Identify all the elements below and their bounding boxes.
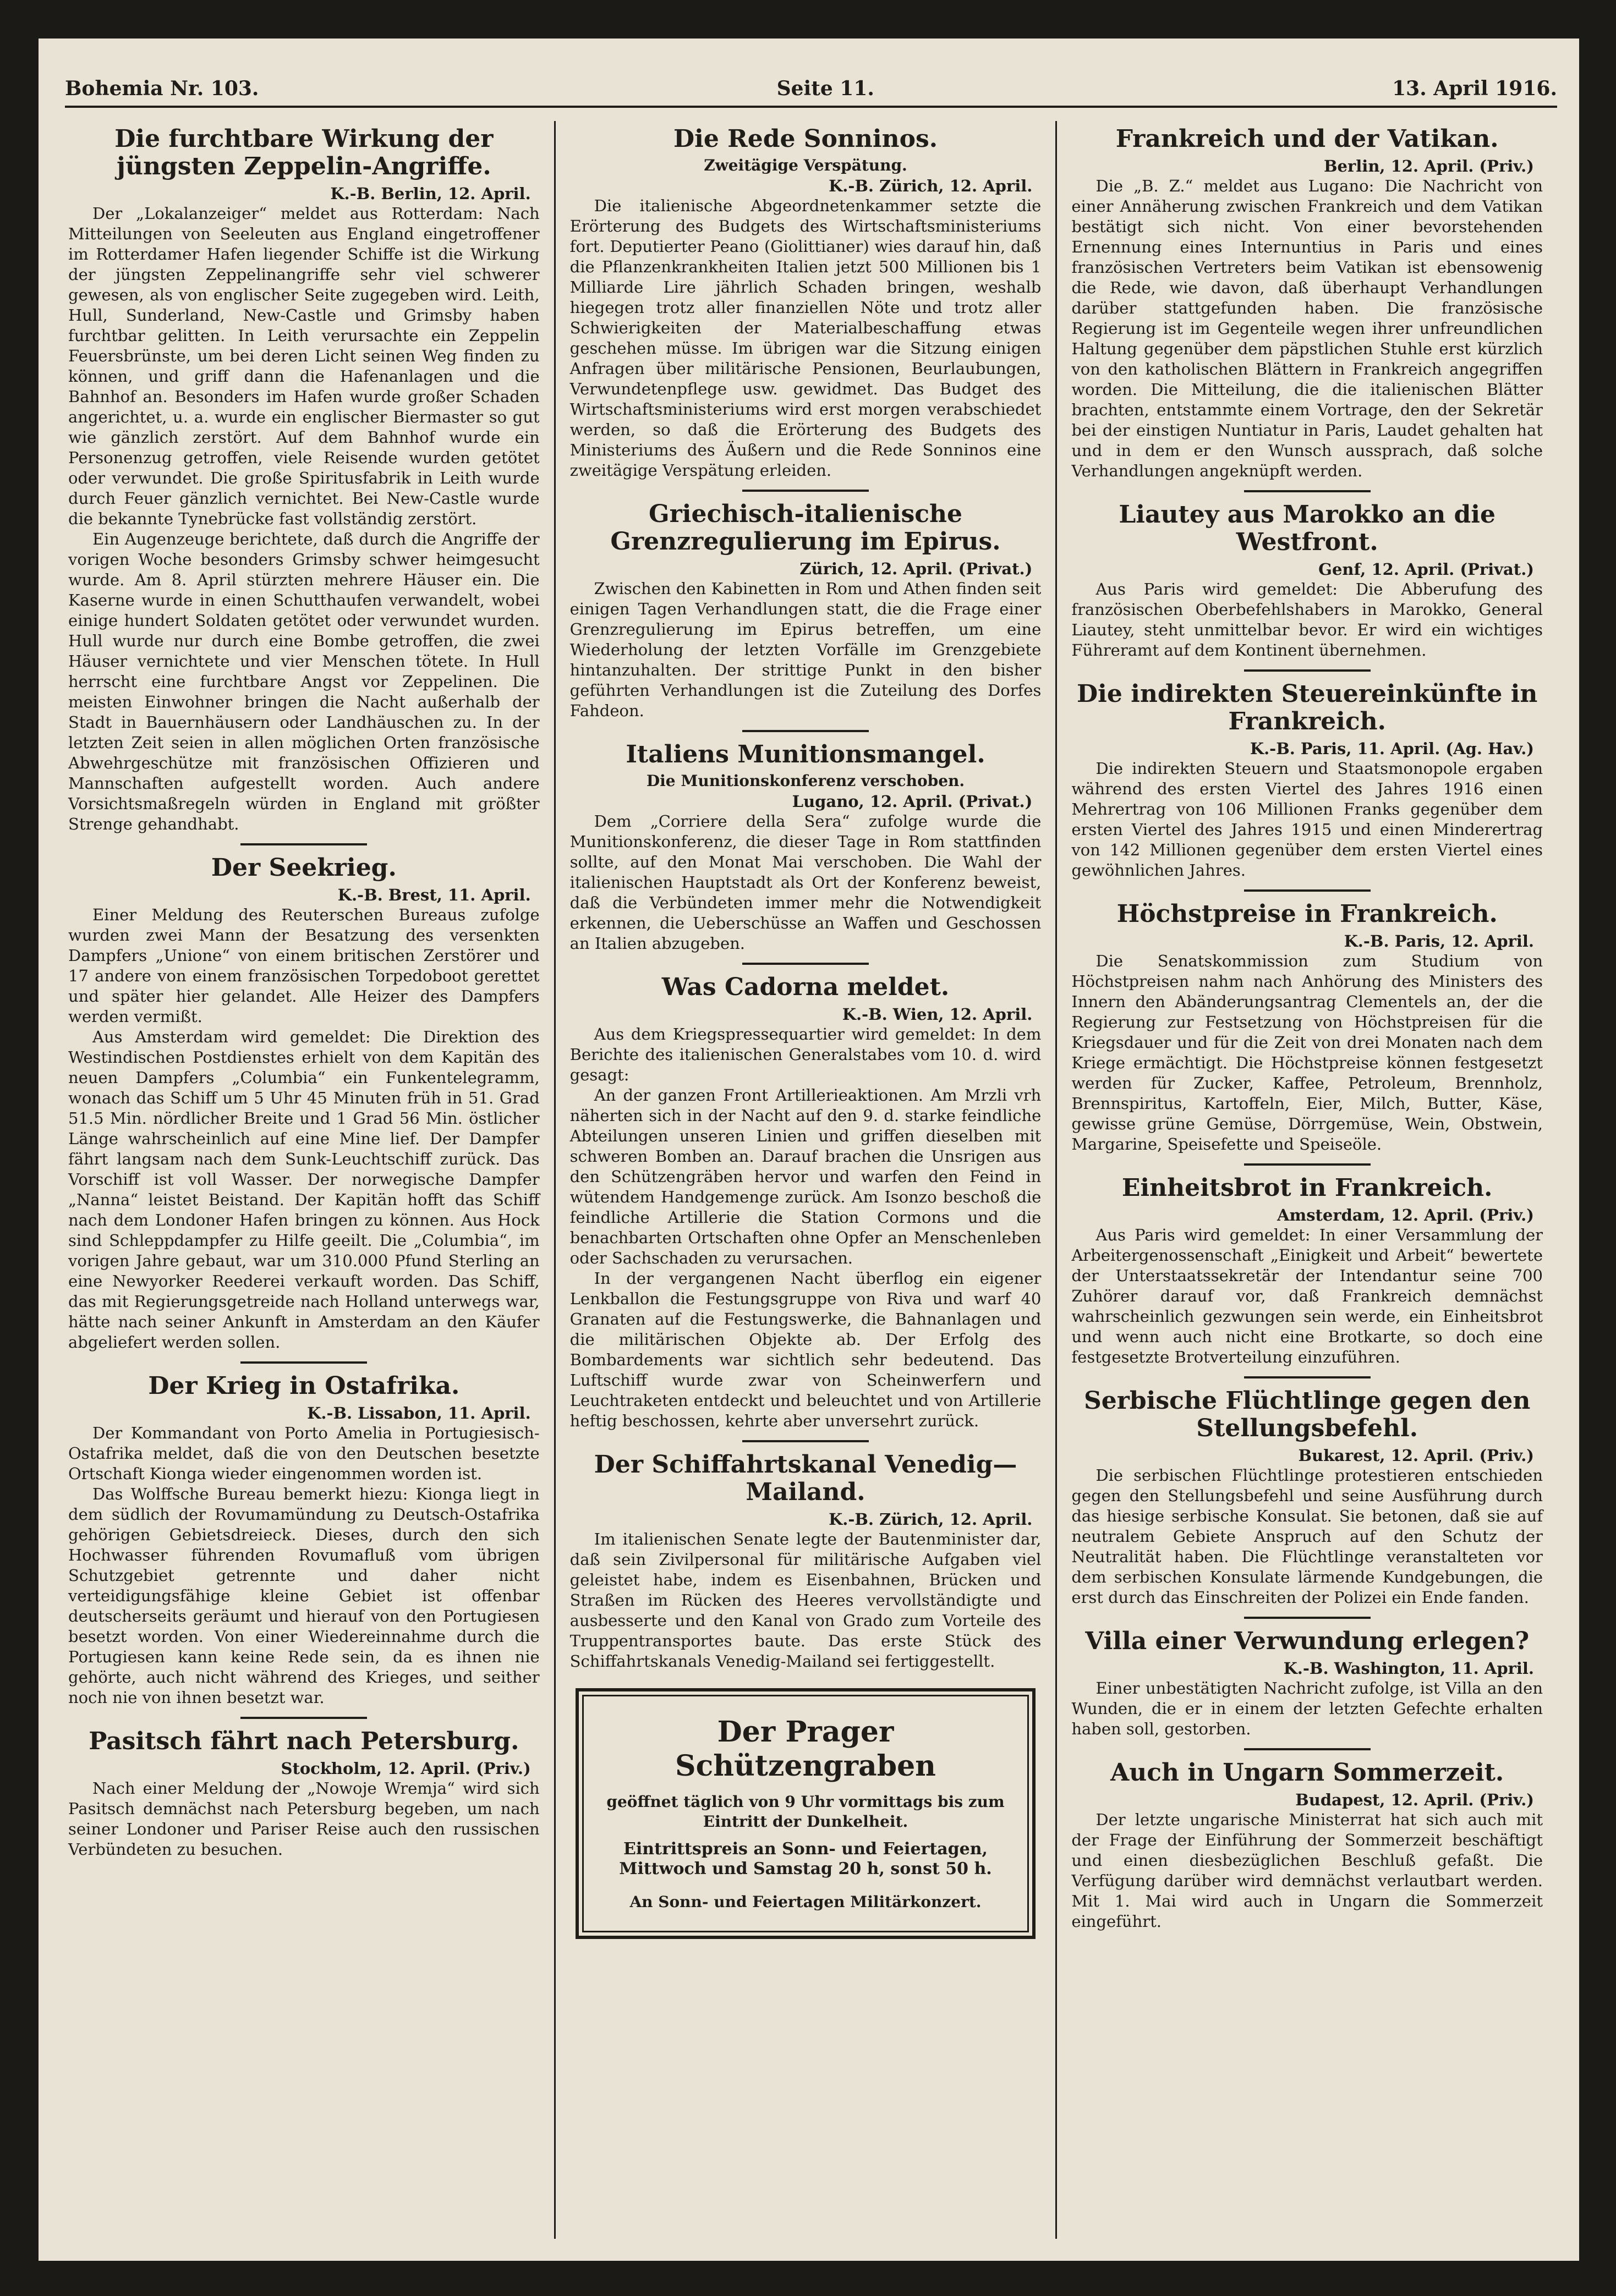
article xyxy=(1071,1759,1543,1932)
article-dateline: Zürich, 12. April. (Privat.) xyxy=(799,559,1033,578)
columns-container xyxy=(65,121,1557,2239)
column-rule xyxy=(1244,490,1371,492)
article-paragraph: Die serbischen Flüchtlinge protestieren entschieden gegen den Stellungsbefehl und seine Ausführung durch das hiesige serbische Konsulat. Sie betonen, daß sie auf neutralem Gebiete Anspruch auf den Schutz der Neutralität haben. Die Flüchtlinge veranstalteten vor dem serbischen Konsulate lärmende Kundgebungen, die erst durch das Einschreiten der Polizei ein Ende fanden. xyxy=(1071,1466,1543,1607)
article-dateline: Amsterdam, 12. April. (Priv.) xyxy=(1277,1206,1535,1224)
article xyxy=(570,1451,1042,1672)
article-headline: Die Rede Sonninos. xyxy=(673,125,938,153)
article xyxy=(570,741,1042,954)
column-rule xyxy=(742,730,869,732)
article-headline: Frankreich und der Vatikan. xyxy=(1115,125,1499,153)
article-paragraph: Der Kommandant von Porto Amelia in Portugiesisch-Ostafrika meldet, daß die von den Deutschen besetzte Ortschaft Kionga wieder eingenommen worden ist. xyxy=(68,1424,540,1483)
article xyxy=(570,501,1042,721)
article-paragraph: Im italienischen Senate legte der Bautenminister dar, daß sein Zivilpersonal für militärische Aufgaben viel geleistet habe, indem es Eisenbahnen, Brücken und Straßen im Rücken des Heeres vervollständigte und ausbesserte und den Kanal von Grado zum Vorteile des Truppentransportes baute. Das erste Stück des Schiffahrtskanals Venedig-Mailand sei fertiggestellt. xyxy=(569,1530,1042,1671)
article-paragraph: Einer Meldung des Reuterschen Bureaus zufolge wurden zwei Mann der Besatzung des versenkten Dampfers „Unione“ von einem britischen Zerstörer und 17 andere von einem französischen Torpedoboot gerettet und später hier gelandet. Alle Heizer des Dampfers werden vermißt. xyxy=(68,905,540,1026)
article-dateline: K.-B. Berlin, 12. April. xyxy=(330,184,531,203)
advertisement-box xyxy=(576,1688,1036,1939)
article-headline: Liautey aus Marokko an die Westfront. xyxy=(1119,501,1496,556)
article xyxy=(1071,1174,1543,1367)
article-paragraph: Aus dem Kriegspressequartier wird gemeldet: In dem Berichte des italienischen Generalstabes vom 10. d. wird gesagt: xyxy=(569,1025,1042,1084)
issue-number: Bohemia Nr. 103. xyxy=(65,77,259,100)
article xyxy=(570,974,1042,1431)
issue-date: 13. April 1916. xyxy=(1392,77,1557,100)
article-dateline: K.-B. Zürich, 12. April. xyxy=(829,1510,1033,1529)
article xyxy=(68,1728,540,1860)
article-paragraph: Zwischen den Kabinetten in Rom und Athen finden seit einigen Tagen Verhandlungen statt, die die Frage einer Grenzregulierung im Epirus betreffen, um eine Wiederholung der letzten Vorfälle im Grenzgebiete hintanzuhalten. Der strittige Punkt in den bisher geführten Verhandlungen ist die Zuteilung des Dorfes Fahdeon. xyxy=(569,579,1042,720)
article-paragraph: Dem „Corriere della Sera“ zufolge wurde die Munitionskonferenz, die dieser Tage in Rom stattfinden sollte, auf den Monat Mai verschoben. Die Wahl der italienischen Hauptstadt als Ort der Konferenz beweist, daß die Verbündeten immer mehr die Notwendigkeit erkennen, die Ueberschüsse an Waffen und Geschossen an Italien abzugeben. xyxy=(569,812,1042,953)
column-right xyxy=(1055,121,1557,2239)
article-dateline: K.-B. Washington, 11. April. xyxy=(1283,1659,1535,1678)
article-paragraph: Die italienische Abgeordnetenkammer setzte die Erörterung des Budgets des Wirtschaftsministeriums fort. Deputierter Peano (Giolittianer) wies darauf hin, daß die Pflanzenkrankheiten Italien jetzt 500 Millionen bis 1 Milliarde Lire jährlich Schaden bringen, weshalb hiegegen trotz aller finanziellen Nöte und trotz aller Schwierigkeiten der Materialbeschaffung etwas geschehen müsse. Im übrigen war die Sitzung einigen Anfragen über militärische Pensionen, Beurlaubungen, Verwundetenpflege usw. gewidmet. Das Budget des Wirtschaftsministeriums wird erst morgen verabschiedet werden, so daß die Erörterung des Budgets des Ministeriums des Äußern und die Rede Sonninos eine zweitägige Verspätung erleiden. xyxy=(569,196,1042,480)
article-headline: Auch in Ungarn Sommerzeit. xyxy=(1110,1759,1504,1787)
article-paragraph: Einer unbestätigten Nachricht zufolge, ist Villa an den Wunden, die er in einem der letzten Gefechte erhalten haben soll, gestorben. xyxy=(1071,1679,1543,1738)
article-headline: Pasitsch fährt nach Petersburg. xyxy=(89,1727,519,1755)
article-dateline: Genf, 12. April. (Privat.) xyxy=(1318,560,1535,579)
advertisement-hours: geöffnet täglich von 9 Uhr vormittags bis zum Eintritt der Dunkelheit. xyxy=(606,1793,1005,1831)
article-headline: Villa einer Verwundung erlegen? xyxy=(1085,1627,1530,1655)
article-headline: Die indirekten Steuereinkünfte in Frankreich. xyxy=(1077,680,1538,735)
article xyxy=(1071,1628,1543,1739)
column-rule xyxy=(1244,1163,1371,1166)
article-dateline: Berlin, 12. April. (Priv.) xyxy=(1324,157,1535,175)
article-subhead: Zweitägige Verspätung. xyxy=(704,156,907,174)
column-rule xyxy=(1244,889,1371,892)
article-paragraph: Die Senatskommission zum Studium von Höchstpreisen nahm nach Anhörung des Ministers des Innern den Abänderungsantrag Clementels an, der die Regierung zur Festsetzung von Höchstpreisen für die Kriegsdauer und für die Zeit von drei Monaten nach dem Kriege ermächtigt. Die Höchstpreise können festgesetzt werden für Zucker, Kaffee, Petroleum, Brennholz, Brennspiritus, Kartoffeln, Eier, Milch, Butter, Käse, gewisse grüne Gemüse, Dörrgemüse, Wein, Obstwein, Margarine, Speisefette und Speiseöle. xyxy=(1071,952,1543,1154)
column-middle xyxy=(554,121,1056,2239)
article-dateline: K.-B. Paris, 12. April. xyxy=(1344,932,1535,951)
article-paragraph: Aus Paris wird gemeldet: In einer Versammlung der Arbeitergenossenschaft „Einigkeit und Arbeit“ bewertete der Unterstaatssekretär der Intendantur seine 700 Zuhörer darauf vor, daß Frankreich demnächst wahrscheinlich gezwungen sein werde, ein Einheitsbrot und wenn auch nicht eine Brotkarte, so doch eine festgesetzte Brotverteilung einzuführen. xyxy=(1071,1226,1543,1366)
article-paragraph: Das Wolffsche Bureau bemerkt hiezu: Kionga liegt in dem südlich der Rovumamündung zu Deutsch-Ostafrika gehörigen Gebietsdreieck. Dieses, durch den sich Hochwasser führenden Rovumafluß vom übrigen Schutzgebiet getrennte und daher nicht verteidigungsfähige kleine Gebiet ist offenbar deutscherseits geräumt und hierauf von den Portugiesen besetzt worden. Von einer Wiedereinnahme durch die Portugiesen kann keine Rede sein, da es ihnen nie gehörte, auch nicht während des Krieges, und seither noch nie von ihnen besetzt war. xyxy=(68,1485,540,1707)
article xyxy=(1071,680,1543,881)
advertisement-prices: Eintrittspreis an Sonn- und Feiertagen, Mittwoch und Samstag 20 h, sonst 50 h. xyxy=(619,1839,992,1878)
column-rule xyxy=(240,843,367,845)
column-rule xyxy=(742,963,869,965)
article-headline: Der Krieg in Ostafrika. xyxy=(148,1372,460,1400)
advertisement-concert: An Sonn- und Feiertagen Militärkonzert. xyxy=(629,1893,982,1911)
advertisement-inner xyxy=(582,1695,1029,1932)
article-paragraph: Die „B. Z.“ meldet aus Lugano: Die Nachricht von einer Annäherung zwischen Frankreich und dem Vatikan bestätigt sich nicht. Von einer bevorstehenden Ernennung eines Internuntius in Paris und eines französischen Vertreters beim Vatikan ist ebensowenig die Rede, wie davon, daß überhaupt Verhandlungen darüber stattgefunden haben. Die französische Regierung ist im Gegenteile wegen ihrer unfreundlichen Haltung gegenüber dem päpstlichen Stuhle erst kürzlich von den katholischen Blättern in Frankreich angegriffen worden. Die Mitteilung, die die italienischen Blätter brachten, entstammte einem Vortrage, den der Sekretär bei der einstigen Nuntiatur in Paris, Laudet gehalten hat und in dem er den Wunsch aussprach, daß solche Verhandlungen angeknüpft werden. xyxy=(1071,177,1543,480)
column-left xyxy=(65,121,554,2239)
article-paragraph: In der vergangenen Nacht überflog ein eigener Lenkballon die Festungsgruppe von Riva und warf 40 Granaten auf die Festungswerke, die Bahnanlagen und die militärischen Objekte ab. Der Erfolg des Bombardements war sichtlich sehr bedeutend. Das Luftschiff wurde zwar von Scheinwerfern und Leuchtraketen entdeckt und beleuchtet und von Artillerie heftig beschossen, kehrte aber unversehrt zurück. xyxy=(569,1269,1042,1430)
running-header xyxy=(65,77,1557,108)
article-dateline: Lugano, 12. April. (Privat.) xyxy=(792,792,1033,811)
article-dateline: Budapest, 12. April. (Priv.) xyxy=(1295,1790,1535,1809)
article-headline: Höchstpreise in Frankreich. xyxy=(1116,900,1498,928)
article xyxy=(1071,125,1543,481)
article-dateline: Stockholm, 12. April. (Priv.) xyxy=(281,1759,531,1778)
column-rule xyxy=(742,1440,869,1442)
article-headline: Der Schiffahrtskanal Venedig—Mailand. xyxy=(594,1451,1017,1506)
article-paragraph: Der „Lokalanzeiger“ meldet aus Rotterdam: Nach Mitteilungen von Seeleuten aus England eingetroffener im Rotterdamer Hafen liegender Schiffe ist die Wirkung der jüngsten Zeppelinangriffe sehr viel schwerer gewesen, als von englischer Seite zugegeben wird. Leith, Hull, Sunderland, New-Castle und Grimsby haben furchtbar gelitten. In Leith verursachte ein Zeppelin Feuersbrünste, um bei deren Licht seinen Weg finden zu können, und griff dann die Hafenanlagen und die Bahnhof an. Besonders im Hafen wurde großer Schaden angerichtet, u. a. wurde ein englischer Biermaster so gut wie gänzlich zerstört. Auf dem Bahnhof wurde ein Personenzug getroffen, viele Reisende wurden getötet oder verwundet. Die große Spiritusfabrik in Leith wurde durch Feuer gänzlich vernichtet. Bei New-Castle wurde die bekannte Tynebrücke fast vollständig zerstört. xyxy=(68,204,540,528)
article-headline: Die furchtbare Wirkung der jüngsten Zeppelin-Angriffe. xyxy=(114,125,494,180)
column-rule xyxy=(240,1361,367,1364)
article-dateline: K.-B. Brest, 11. April. xyxy=(337,886,531,904)
column-rule xyxy=(240,1717,367,1719)
article-paragraph: Die indirekten Steuern und Staatsmonopole ergaben während des ersten Viertel des Jahres 1916 einen Mehrertrag von 106 Millionen Franks gegenüber dem ersten Viertel des Jahres 1915 und einen Minderertrag von 142 Millionen gegenüber dem ersten Viertel eines gewöhnlichen Jahres. xyxy=(1071,759,1543,880)
advertisement-title: Der Prager Schützengraben xyxy=(675,1715,936,1783)
article xyxy=(1071,900,1543,1155)
article-paragraph: Der letzte ungarische Ministerrat hat sich auch mit der Frage der Einführung der Sommerzeit beschäftigt und einen diesbezüglichen Beschluß gefaßt. Die Verfügung darüber wird demnächst verlautbart werden. Mit 1. Mai wird auch in Ungarn die Sommerzeit eingeführt. xyxy=(1071,1810,1543,1931)
article-paragraph: An der ganzen Front Artillerieaktionen. Am Mrzli vrh näherten sich in der Nacht auf den 9. d. starke feindliche Abteilungen unseren Linien und griffen dieselben mit schweren Bomben an. Darauf brachen die Unsrigen aus den Schützengräben hervor und warfen den Feind in wütendem Handgemenge zurück. Am Isonzo beschoß die feindliche Artillerie die Station Cormons und die benachbarten Ortschaften ohne Opfer an Menschenleben oder Sachschaden zu verursachen. xyxy=(569,1086,1042,1267)
article-paragraph: Aus Paris wird gemeldet: Die Abberufung des französischen Oberbefehlshabers in Marokko, General Liautey, steht unmittelbar bevor. Er wird ein wichtiges Führeramt auf dem Kontinent übernehmen. xyxy=(1071,580,1543,660)
article-dateline: Bukarest, 12. April. (Priv.) xyxy=(1298,1446,1535,1465)
column-rule xyxy=(1244,1376,1371,1378)
article-headline: Griechisch-italienische Grenzregulierung im Epirus. xyxy=(610,500,1001,556)
article-headline: Serbische Flüchtlinge gegen den Stellungsbefehl. xyxy=(1083,1387,1531,1442)
article xyxy=(570,125,1042,481)
article-dateline: K.-B. Zürich, 12. April. xyxy=(829,177,1033,195)
article-paragraph: Ein Augenzeuge berichtete, daß durch die Angriffe der vorigen Woche besonders Grimsby schwer heimgesucht wurde. Am 8. April stürzten mehrere Häuser ein. Die Kaserne wurde in einen Schutthaufen verwandelt, wobei einige hundert Soldaten getötet oder verwundet wurden. Hull wurde nur durch eine Bombe getroffen, die zwei Häuser vernichtete und vier Menschen tötete. In Hull herrscht eine furchtbare Angst vor Zeppelinen. Die meisten Einwohner bringen die Nacht außerhalb der Stadt in Bauernhäusern oder Landhäuschen zu. In der letzten Zeit seien in allen möglichen Orten französische Abwehrgeschütze mit französischen Offizieren und Mannschaften aufgestellt worden. Auch andere Vorsichtsmaßregeln würden in England mit größter Strenge gehandhabt. xyxy=(68,530,540,833)
article-headline: Was Cadorna meldet. xyxy=(661,973,950,1001)
article xyxy=(68,125,540,834)
newspaper-page xyxy=(39,39,1579,2261)
article-headline: Italiens Munitionsmangel. xyxy=(626,740,985,768)
article xyxy=(68,854,540,1353)
column-rule xyxy=(1244,1617,1371,1619)
article-dateline: K.-B. Lissabon, 11. April. xyxy=(307,1404,531,1422)
article xyxy=(1071,1387,1543,1608)
column-rule xyxy=(1244,669,1371,672)
article-paragraph: Aus Amsterdam wird gemeldet: Die Direktion des Westindischen Postdienstes erhielt von dem Kapitän des neuen Dampfers „Columbia“ ein Funkentelegramm, wonach das Schiff um 5 Uhr 45 Minuten früh in 51. Grad 51.5 Min. nördlicher Breite und 1 Grad 56 Min. östlicher Länge wahrscheinlich auf eine Mine lief. Der Dampfer fährt langsam nach dem Sunk-Leuchtschiff zurück. Das Vorschiff ist voll Wasser. Der norwegische Dampfer „Nanna“ leistet Beistand. Der Kapitän hofft das Schiff nach dem Londoner Hafen bringen zu können. Aus Hock sind Schleppdampfer zu Hilfe geeilt. Die „Columbia“, im vorigen Jahre gebaut, war um 310.000 Pfund Sterling an eine Newyorker Reederei verkauft worden. Das Schiff, das mit Regierungsgetreide nach Holland unterwegs war, hätte nach seiner Ankunft in Amsterdam an den Käufer abgeliefert werden sollen. xyxy=(68,1028,540,1352)
article-paragraph: Nach einer Meldung der „Nowoje Wremja“ wird sich Pasitsch demnächst nach Petersburg begeben, um nach seiner Londoner und Pariser Reise auch den russischen Verbündeten zu besuchen. xyxy=(68,1779,540,1859)
article-headline: Der Seekrieg. xyxy=(211,854,397,882)
article-headline: Einheitsbrot in Frankreich. xyxy=(1121,1174,1493,1202)
article xyxy=(1071,501,1543,661)
page-number: Seite 11. xyxy=(776,77,874,100)
column-rule xyxy=(742,490,869,492)
article-subhead: Die Munitionskonferenz verschoben. xyxy=(646,772,965,790)
column-rule xyxy=(1244,1748,1371,1750)
article-dateline: K.-B. Paris, 11. April. (Ag. Hav.) xyxy=(1250,739,1535,758)
article-dateline: K.-B. Wien, 12. April. xyxy=(842,1005,1033,1024)
article xyxy=(68,1372,540,1708)
